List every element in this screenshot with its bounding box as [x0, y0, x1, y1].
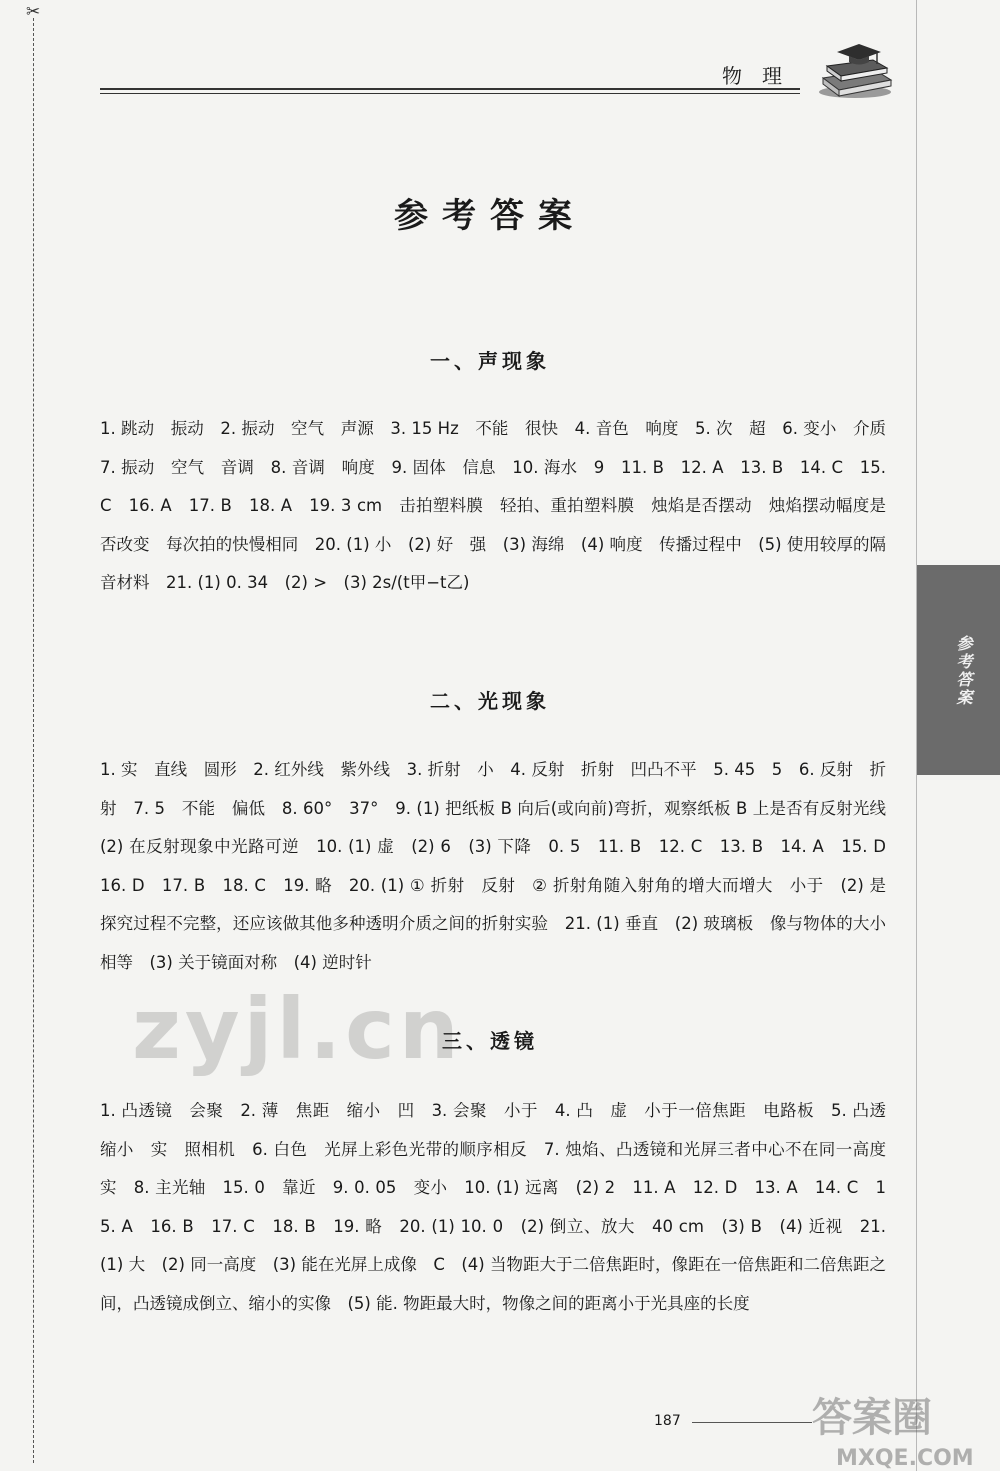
watermark: zyjl.cn [132, 980, 463, 1078]
books-icon [815, 40, 895, 100]
page-title: 参考答案 [394, 196, 586, 236]
scissors-icon: ✂ [26, 2, 41, 22]
section-heading: 一、声现象 [430, 349, 550, 373]
corner-watermark: 答案圈 [812, 1395, 932, 1441]
section-heading: 二、光现象 [430, 689, 550, 713]
header-subject: 物理 [722, 64, 802, 88]
section-text: 1. 实 直线 圆形 2. 红外线 紫外线 3. 折射 小 4. 反射 折射 凹凸不平 5. 45 5 6. 反射 折射 7. 5 不能 偏低 8. 60° 37° 9. (1) 把纸板 B 向后(或向前)弯折，观察纸板 B 上是否有反射光线 (2) 在反射现象中光路可逆 10. (1) 虚 (2) 6 (3) 下降 0. 5 11. B 12. C 13. B 14. A 15. D 16. D 17. B 18. C 19. 略 20. (1) ① 折射 反射 ② 折射角随入射角的增大而增大 小于 (2) 是 探究过程不完整，还应该做其他多种透明介质之间的折射实验 21. (1) 垂直 (2) 玻璃板 像与物体的大小相等 (3) 关于镜面对称 (4) 逆时针 [100, 760, 903, 972]
side-tab-label: 参考答案 [954, 635, 973, 707]
header-rule [100, 88, 800, 94]
section-text: 1. 跳动 振动 2. 振动 空气 声源 3. 15 Hz 不能 很快 4. 音色 响度 5. 次 超 6. 变小 介质 7. 振动 空气 音调 8. 音调 响度 9. 固体 信息 10. 海水 9 11. B 12. A 13. B 14. C 15. C 16. A 17. B 18. A 19. 3 cm 击拍塑料膜 轻拍、重拍塑料膜 烛焰是否摆动 烛焰摆动幅度是否改变 每次拍的快慢相同 20. (1) 小 (2) 好 强 (3) 海绵 (4) 响度 传播过程中 (5) 使用较厚的隔音材料 21. (1) 0. 34 (2) > (3) 2s/(t甲−t乙) [100, 419, 903, 592]
section-text: 1. 凸透镜 会聚 2. 薄 焦距 缩小 凹 3. 会聚 小于 4. 凸 虚 小于一倍焦距 电路板 5. 凸透 缩小 实 照相机 6. 白色 光屏上彩色光带的顺序相反 7. 烛焰、凸透镜和光屏三者中心不在同一高度 实 8. 主光轴 15. 0 靠近 9. 0. 05 变小 10. (1) 远离 (2) 2 11. A 12. D 13. A 14. C 15. A 16. B 17. C 18. B 19. 略 20. (1) 10. 0 (2) 倒立、放大 40 cm (3) B (4) 近视 21. (1) 大 (2) 同一高度 (3) 能在光屏上成像 C (4) 当物距大于二倍焦距时，像距在一倍焦距和二倍焦距之间，凸透镜成倒立、缩小的实像 (5) 能. 物距最大时，物像之间的距离小于光具座的长度 [100, 1101, 903, 1313]
page-number: 187 [654, 1413, 681, 1429]
corner-watermark-url: MXQE.COM [836, 1446, 974, 1471]
side-tab [917, 565, 1000, 775]
section-heading: 三、透镜 [442, 1029, 538, 1053]
footer-rule [692, 1422, 812, 1423]
